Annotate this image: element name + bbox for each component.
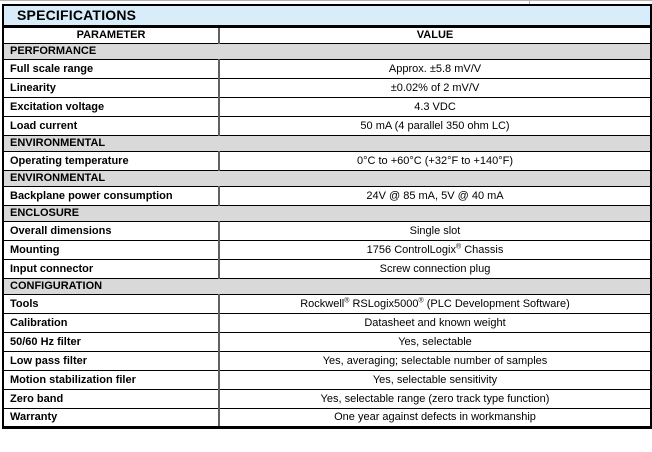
- value-cell: 24V @ 85 mA, 5V @ 40 mA: [219, 186, 651, 205]
- value-cell: ±0.02% of 2 mV/V: [219, 78, 651, 97]
- value-cell: 4.3 VDC: [219, 97, 651, 116]
- value-cell: 50 mA (4 parallel 350 ohm LC): [219, 116, 651, 135]
- table-row: [3, 240, 651, 259]
- value-cell: Datasheet and known weight: [219, 313, 651, 332]
- table-row: [3, 259, 651, 278]
- table-row: [3, 408, 651, 427]
- section-label: ENVIRONMENTAL: [3, 135, 651, 151]
- section-header-row: [3, 43, 651, 59]
- parameter-cell: Load current: [3, 116, 219, 135]
- page-top-rule: [0, 0, 652, 1]
- section-header-row: [3, 278, 651, 294]
- table-row: [3, 59, 651, 78]
- value-cell: 1756 ControlLogix® Chassis: [219, 240, 651, 259]
- section-header-row: [3, 170, 651, 186]
- table-row: [3, 221, 651, 240]
- parameter-cell: Backplane power consumption: [3, 186, 219, 205]
- table-row: [3, 313, 651, 332]
- parameter-cell: Warranty: [3, 408, 219, 427]
- table-row: [3, 351, 651, 370]
- parameter-cell: Linearity: [3, 78, 219, 97]
- table-row: [3, 332, 651, 351]
- parameter-cell: Tools: [3, 294, 219, 313]
- registered-trademark-symbol: ®: [344, 296, 350, 304]
- table-row: [3, 116, 651, 135]
- section-label: CONFIGURATION: [3, 278, 651, 294]
- parameter-cell: Motion stabilization filer: [3, 370, 219, 389]
- specifications-table: [2, 4, 652, 429]
- parameter-cell: 50/60 Hz filter: [3, 332, 219, 351]
- parameter-cell: Mounting: [3, 240, 219, 259]
- registered-trademark-symbol: ®: [455, 242, 462, 250]
- section-header-row: [3, 205, 651, 221]
- parameter-cell: Excitation voltage: [3, 97, 219, 116]
- section-label: ENVIRONMENTAL: [3, 170, 651, 186]
- table-row: [3, 151, 651, 170]
- table-row: [3, 294, 651, 313]
- table-row: [3, 78, 651, 97]
- value-cell: Yes, averaging; selectable number of samples: [219, 351, 651, 370]
- table-row: [3, 370, 651, 389]
- value-cell: 0°C to +60°C (+32°F to +140°F): [219, 151, 651, 170]
- section-label: ENCLOSURE: [3, 205, 651, 221]
- value-cell: Approx. ±5.8 mV/V: [219, 59, 651, 78]
- column-header-parameter: PARAMETER: [3, 26, 219, 43]
- value-cell: Yes, selectable range (zero track type function): [219, 389, 651, 408]
- table-row: [3, 389, 651, 408]
- parameter-cell: Input connector: [3, 259, 219, 278]
- value-cell: Single slot: [219, 221, 651, 240]
- column-header-value: VALUE: [219, 26, 651, 43]
- parameter-cell: Full scale range: [3, 59, 219, 78]
- table-body: [3, 43, 651, 427]
- column-header-row: [3, 26, 651, 43]
- value-cell: Yes, selectable: [219, 332, 651, 351]
- parameter-cell: Overall dimensions: [3, 221, 219, 240]
- value-cell: Rockwell® RSLogix5000® (PLC Development Software): [219, 294, 651, 313]
- parameter-cell: Operating temperature: [3, 151, 219, 170]
- parameter-cell: Calibration: [3, 313, 219, 332]
- registered-trademark-symbol: ®: [418, 296, 424, 304]
- section-header-row: [3, 135, 651, 151]
- table-title: SPECIFICATIONS: [3, 5, 651, 26]
- table-row: [3, 186, 651, 205]
- value-cell: One year against defects in workmanship: [219, 408, 651, 427]
- table-row: [3, 97, 651, 116]
- value-cell: Yes, selectable sensitivity: [219, 370, 651, 389]
- table-title-row: [3, 5, 651, 26]
- value-cell: Screw connection plug: [219, 259, 651, 278]
- section-label: PERFORMANCE: [3, 43, 651, 59]
- parameter-cell: Low pass filter: [3, 351, 219, 370]
- parameter-cell: Zero band: [3, 389, 219, 408]
